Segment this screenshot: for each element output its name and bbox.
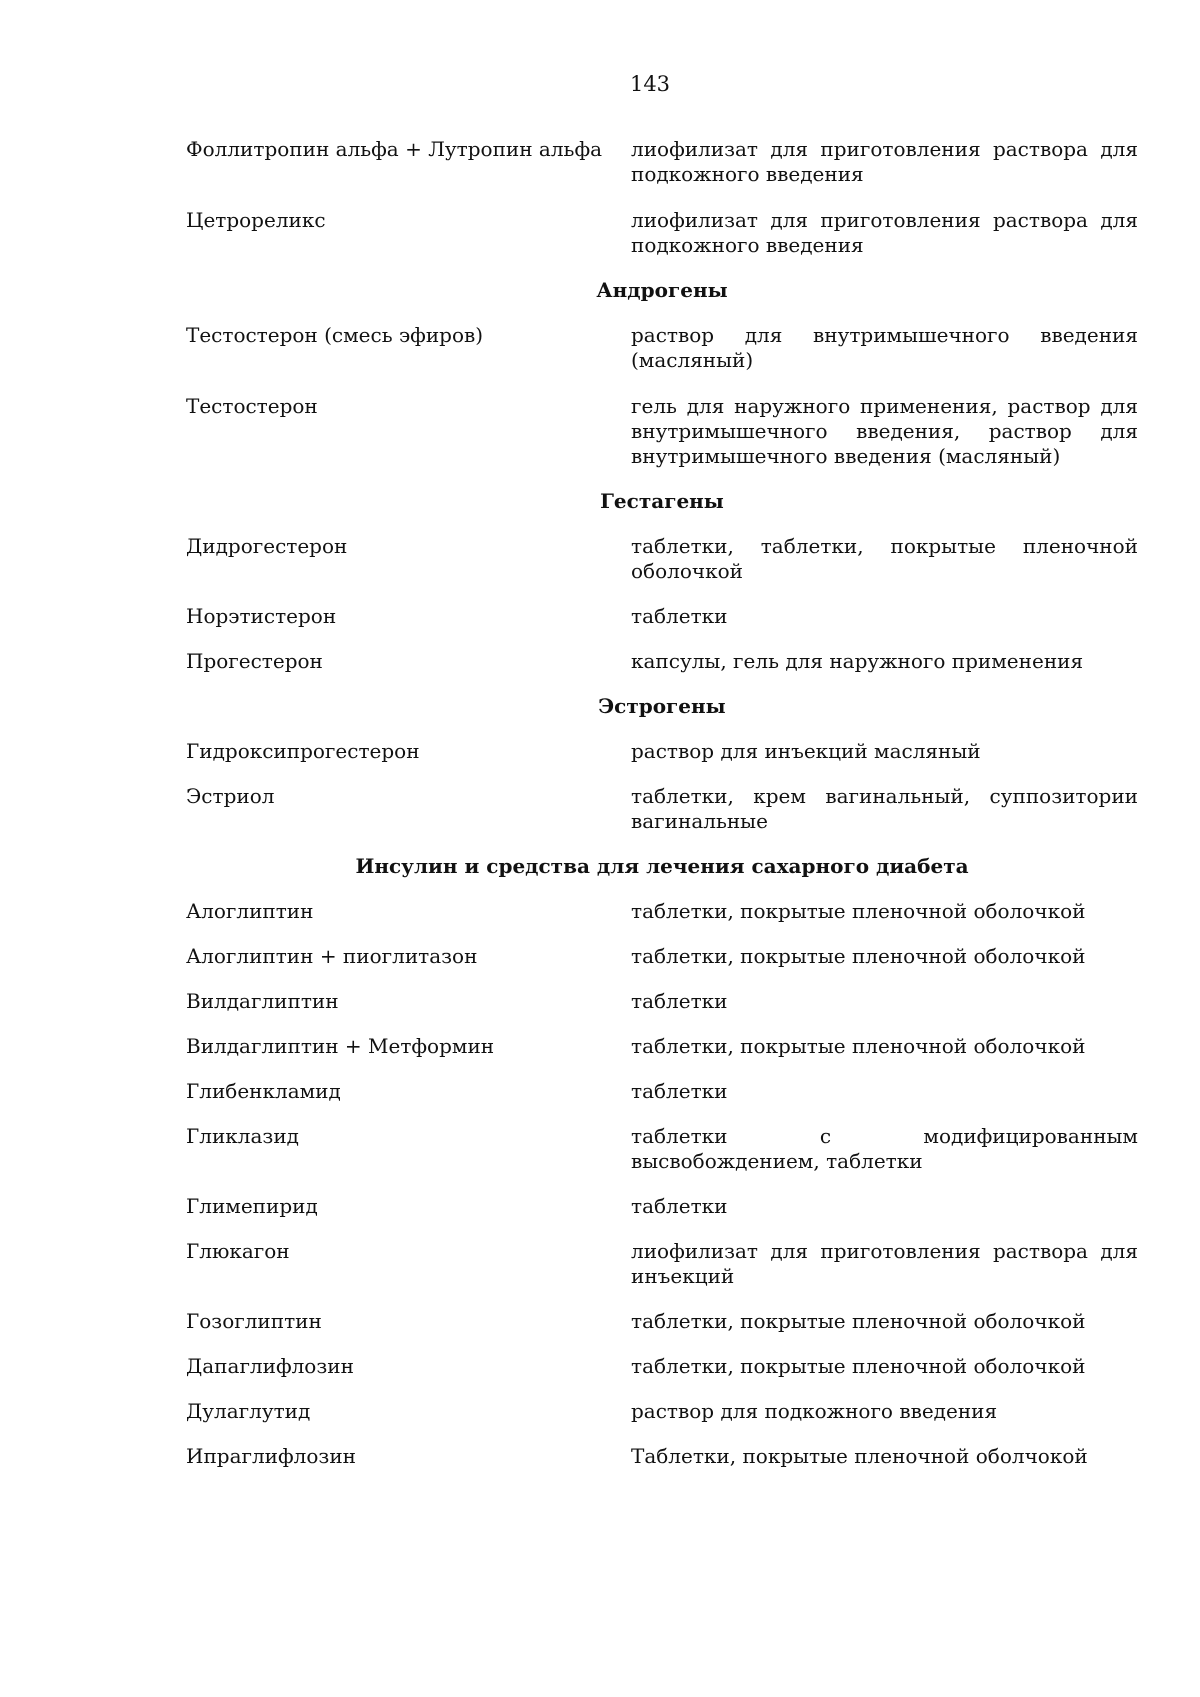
drug-form: таблетки, крем вагинальный, суппозитории вагинальные <box>631 784 1138 833</box>
drug-row <box>186 137 1138 187</box>
drug-list <box>186 137 1138 1469</box>
drug-row <box>186 323 1138 373</box>
drug-form: таблетки <box>631 1194 728 1218</box>
drug-row <box>186 1309 1138 1334</box>
drug-form: раствор для инъекций масляный <box>631 739 981 763</box>
drug-row <box>186 944 1138 969</box>
drug-form: раствор для подкожного введения <box>631 1399 998 1423</box>
drug-name: Глимепирид <box>186 1194 318 1218</box>
drug-name: Глюкагон <box>186 1239 290 1263</box>
drug-row <box>186 1354 1138 1379</box>
drug-name: Гозоглиптин <box>186 1309 322 1333</box>
drug-form: лиофилизат для приготовления раствора для подкожного введения <box>631 208 1138 257</box>
drug-row <box>186 1034 1138 1059</box>
drug-row <box>186 534 1138 584</box>
drug-row <box>186 649 1138 674</box>
drug-name: Вилдаглиптин <box>186 989 339 1013</box>
drug-form: таблетки <box>631 1079 728 1103</box>
drug-row <box>186 1124 1138 1174</box>
drug-form: таблетки <box>631 989 728 1013</box>
drug-form: капсулы, гель для наружного применения <box>631 649 1084 673</box>
drug-form: таблетки, покрытые пленочной оболочкой <box>631 1034 1086 1058</box>
drug-name: Дапаглифлозин <box>186 1354 354 1378</box>
drug-form: таблетки, покрытые пленочной оболочкой <box>631 1354 1086 1378</box>
drug-form: лиофилизат для приготовления раствора для инъекций <box>631 1239 1138 1288</box>
drug-name: Тестостерон (смесь эфиров) <box>186 323 484 347</box>
section-heading: Инсулин и средства для лечения сахарного диабета <box>355 854 969 878</box>
drug-form: лиофилизат для приготовления раствора для подкожного введения <box>631 137 1138 186</box>
drug-row <box>186 1239 1138 1289</box>
drug-name: Эстриол <box>186 784 275 808</box>
drug-form: таблетки <box>631 604 728 628</box>
drug-row <box>186 1399 1138 1424</box>
drug-name: Ипраглифлозин <box>186 1444 356 1468</box>
drug-name: Фоллитропин альфа + Лутропин альфа <box>186 137 603 161</box>
drug-row <box>186 739 1138 764</box>
drug-form: таблетки, покрытые пленочной оболочкой <box>631 899 1086 923</box>
section-heading: Гестагены <box>600 489 724 513</box>
drug-name: Гликлазид <box>186 1124 299 1148</box>
drug-row <box>186 604 1138 629</box>
drug-form: таблетки, таблетки, покрытые пленочной оболочкой <box>631 534 1138 583</box>
drug-form: гель для наружного применения, раствор для внутримышечного введения, раствор для внутримышечного введения (масляный) <box>631 394 1138 468</box>
drug-name: Прогестерон <box>186 649 323 673</box>
drug-form: Таблетки, покрытые пленочной оболчокой <box>631 1444 1088 1468</box>
drug-name: Дулаглутид <box>186 1399 311 1423</box>
drug-row <box>186 208 1138 258</box>
drug-name: Цетрореликс <box>186 208 326 232</box>
drug-row <box>186 1079 1138 1104</box>
drug-row <box>186 989 1138 1014</box>
drug-form: раствор для внутримышечного введения (масляный) <box>631 323 1138 372</box>
section-heading: Андрогены <box>596 278 728 302</box>
drug-row <box>186 394 1138 469</box>
page-number: 143 <box>629 72 671 96</box>
drug-name: Вилдаглиптин + Метформин <box>186 1034 495 1058</box>
drug-row <box>186 1194 1138 1219</box>
drug-form: таблетки с модифицированным высвобождением, таблетки <box>631 1124 1138 1173</box>
drug-name: Алоглиптин <box>186 899 314 923</box>
drug-name: Глибенкламид <box>186 1079 341 1103</box>
drug-name: Норэтистерон <box>186 604 337 628</box>
drug-name: Дидрогестерон <box>186 534 348 558</box>
section-heading: Эстрогены <box>598 694 726 718</box>
drug-row <box>186 784 1138 834</box>
drug-form: таблетки, покрытые пленочной оболочкой <box>631 944 1086 968</box>
drug-row <box>186 899 1138 924</box>
drug-name: Гидроксипрогестерон <box>186 739 420 763</box>
drug-form: таблетки, покрытые пленочной оболочкой <box>631 1309 1086 1333</box>
drug-name: Алоглиптин + пиоглитазон <box>186 944 478 968</box>
drug-row <box>186 1444 1138 1469</box>
drug-name: Тестостерон <box>186 394 318 418</box>
